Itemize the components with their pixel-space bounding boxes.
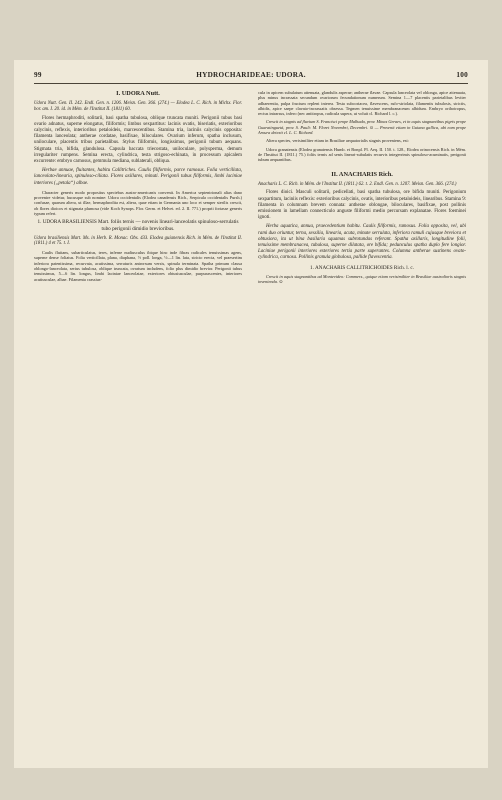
species-description-continued: cula in apicem subulatum attenuata, glandulis asperae; antherae flavae. Capsula lanceolata vel oblonga, apice attenuata, plus minus incrassata secundum ovariorum fecundationum numerum. Semina 1—7 placentis parietalibus leviter adhaerentia, pulpa fructum replent interea. Testa subcoriacea, flavescens, rufo-striolata, filamentis tubulosis, strictis, albidis, apice saepe clavato-incrassatis obsessa. Tegmen tenuissime membranaceum albidum. Embryo orthotropus, rectus intrarsus, infero (nec antitropus, radicula supera, ut voluit cl. Richard l. c.). [258,90,466,117]
genus-note: Character generis modo propositus speciebus austro-americanis convenit. In America septentrionali alias dano provenire videtur, hucusque sub nomine: Udora occidentalis (Elodea canadensis Rich., Serpicula occidentalis Pursh.) confusae, quarum altera, ut illae, hermaphrodita est, altera, quae etiam in Germania uno loco et semper sterilis crescit, ob flores dioicos et stigmata plumosa (vide Koch Synops. Flor. Germ. et Helvet. ed. 2. II. 771.) proprii fortasse generis typum refert. [34,189,242,217]
genus-heading-anacharis: II. ANACHARIS Rich. [331,170,393,178]
genus2-habit: Herba aquatica, annua, praecedentium habitu. Caulis filiformis, ramosus. Folia opposita, vel, ubi rami duo oriuntur, terna, sessilia, linearia, acuta, minute serrulata, inferiora ramuli cujusque breviora et obtusiora, ita ut bina basilaria squamas subrotundas referant. Spatha axillaris, longitudine folii, tenuissime membranacea, tubulosa, superne dilatata, ore bifida; pedunculus spatha duplo fere longior. Laciniae perigonii interiores exteriores tertia parte superantes. Columna antherae sustinens ovato-cylindrica, carnosa. Pollinis granula globulosa, pallide flavescentia. [258,224,466,261]
genus2-references: Anacharis L. C. Rich. in Mém. de l'Institut II. (1811.) 62. t. 2. Endl. Gen. n. 1207. Meisn. Gen. 366. (274.) [258,181,457,187]
species-references: Udora brasiliensis Mart. Ms. in Herb. R. Monac. Obs. 433. Elodea guianensis Rich. in Mém. de l'Institut II. (1811.) 4 et 75. t. I. [34,235,242,247]
running-title: HYDROCHARIDEAE: UDORA. [196,71,306,79]
species-heading-callitrichoides: 1. ANACHARIS CALLITRICHOIDES Rich. l. c. [310,264,414,271]
left-column [34,90,242,285]
genus-habit: Herbae annuae, fluitantes, habitu Callitriches. Caulis filiformis, parce ramosus. Folia verticillata, lanceolato-linearia, spinuloso-ciliata. Flores axillares, minuti. Perigonii tubus filiformis, limbi laciniae interiores („petala“) albae. [34,168,242,186]
page-number-left: 99 [34,71,42,79]
species3-habitat: Crescit in aquis stagnantibus ad Montevideo: Commers., quique etiam verisimiliter in Brasiliae australioris stagnis invenienda. ⊙ [258,274,466,285]
page-number-right: 100 [456,71,468,79]
species-heading-brasiliensis: 1. UDORA BRASILIENSIS Mart. foliis ternis — novenis lineari-lanceolatis spinuloso-serrulatis tubo perigonii dimidio brevioribus. [37,219,239,232]
species-note: Altera species, verisimiliter etiam in Brasiliae aequatorialis stagnis proveniens, est: [266,138,409,144]
genus-references: Udora Nutt. Gen. II. 242. Endl. Gen. n. 1206. Meisn. Gen. 366. (274.) — Elodea L. C. Rich. in Michx. Flor. bor. am. I. 20. id. in Mém. de l'Institut II. (1811) 60. [34,101,242,112]
species-description: Caulis fluitans, subarticulatus, teres, inferne nudiusculus ibique hinc inde fibras radicales tenuissimas agens, superne dense foliatus. Folia verticillata, plana, diaphana, ½ poll. longa, ½—1 lin. lata, stricto erecta, vel praesertim inferiora patentissima, recurvata, acutissima, serraturis antrorsum versis, spinula terminata. Spatha primum clausa oblongo-lanceolata, serius tubulosa, oblique truncata, ovarium includens, folio plus dimidio brevior. Perigonii tubus tenuissimus, 5—6 lin. longus, limbi laciniae lanceolatae, exteriores obtusiusculae, purpurascentes, interiores acutiusculae, albae. Filamenta crassius- [34,250,242,282]
genus-heading-udora: I. UDORA Nutt. [116,90,160,97]
running-header [34,71,468,83]
header-rule [34,83,468,84]
genus-description: Flores hermaphroditi, solitarii, basi spatha tubulosa, oblique truncata muniti. Perigonii tubus basi ovario adnatus, superne elongatus, filiformis; limbus sexpartitus: lacinis ovatis, biseriatis, exterioribus calycinis, reflexis, interioribus petaloideis, marcescentibus. Stamina tria, laciniis calycinis opposita: filamenta lanceolata; antherae cordatae, basifixae, biloculares. Ovarium inferum, spatha inclusum, uniloculare, placentis tribus parietalibus. Stylus filiformis, longissimus, perigonii tubum aequans. Stigmata tria, bifida, glandulosa. Capsula baccata triecostata, uniloculare, polysperma, demum irregulariter rumpens. Semina erecta, cylindrica, testa strigoso-echinata, in processum apicalem excurrente: embryo carnosus, gemmula mediana, sublaterali, obliqua. [34,115,242,165]
genus2-description: Flores dioici. Masculi solitarii, pedicellati, basi spatha tubulosa, ore bifida muniti. Perigonium sexpartitum, laciniis reflexis: exterioribus calycinis, ovatis, interioribus petaloideis, linearibus. Stamina 9: filamenta in columnam brevem connata: antherae oblongae, biloculares, basifixae, post pollinis emissionem in lamellam connecticulo anguste filiformi medio percursam explanatae. Flores foeminei ignoti. [258,190,466,221]
species-granatensis: Udora granatensis (Elodea granatensis Humb. et Bonpl. Pl. Aeq. II. 150. t. 128., Elodea orinocensis Rich. in Mém. de l'Institut II. (1811.) 75.) foliis ternis ad senis lineari-subulatis recurvis integerrimis spinuloso-acuminatis, perigonii tubum aequantibus. [258,146,466,163]
right-column [258,90,466,288]
species-habitat: Crescit in stagnis ad fluvium S. Francisci prope Malhada, prov. Minas Geraes, et in aquis stagnantibus pigris prope Guaratinguetá, prov. S. Pauli: M. Floret Novembri, Decembri. ⊙ — Provenit etiam in Guiana gallica, ubi eam prope Aroura detexit cl. L. C. Richard. [258,119,466,136]
